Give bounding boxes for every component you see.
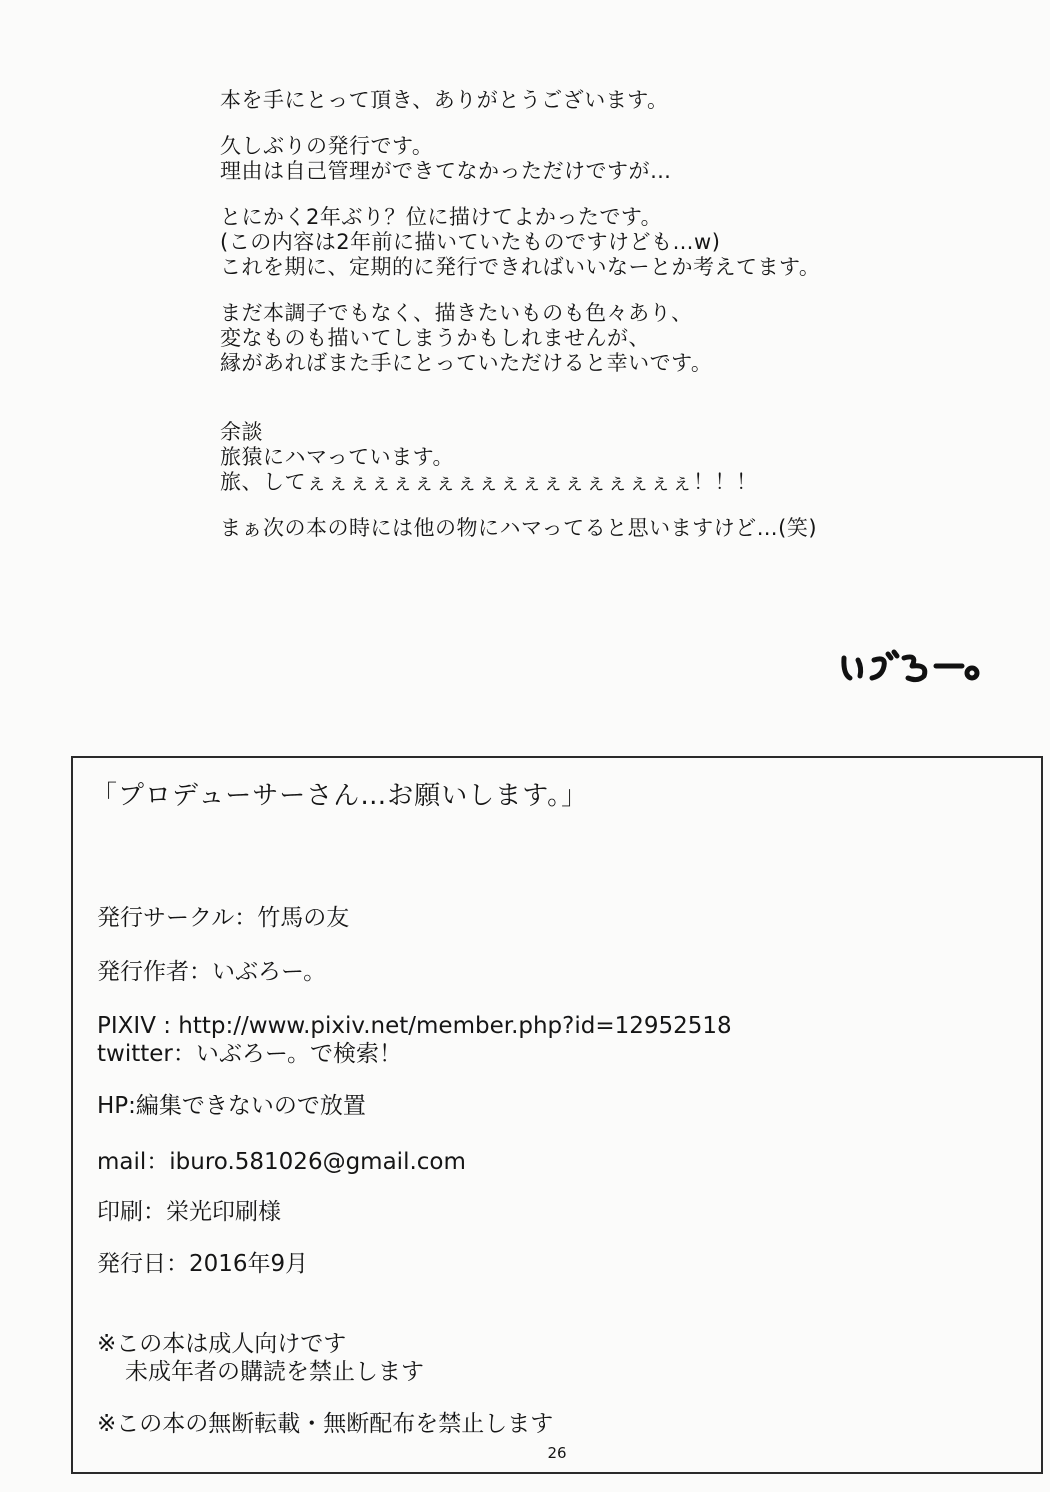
- circle-name: 発行サークル：竹馬の友: [97, 905, 350, 931]
- text-line: 余談: [220, 420, 263, 444]
- text-line: 久しぶりの発行です。: [220, 134, 434, 158]
- handwritten-signature: [838, 640, 998, 690]
- author-name: 発行作者：いぶろー。: [97, 959, 327, 985]
- afterword-message: [220, 88, 980, 541]
- text-line: 縁があればまた手にとっていただけると幸いです。: [220, 351, 713, 375]
- text-line: 変なものも描いてしまうかもしれませんが、: [220, 326, 650, 350]
- colophon-box: [71, 756, 1043, 1474]
- text-line: まぁ次の本の時には他の物にハマってると思いますけど…(笑): [220, 516, 818, 540]
- page-number: 26: [547, 1444, 567, 1462]
- printer-info: 印刷：栄光印刷様: [97, 1199, 281, 1225]
- text-line: 旅猿にハマっています。: [220, 445, 454, 469]
- text-line: これを期に、定期的に発行できればいいなーとか考えてます。: [220, 255, 821, 279]
- text-line: 理由は自己管理ができてなかっただけですが…: [220, 159, 672, 183]
- text-line: 本を手にとって頂き、ありがとうございます。: [220, 88, 669, 112]
- text-line: まだ本調子でもなく、描きたいものも色々あり、: [220, 301, 693, 325]
- text-line: 旅、してぇぇぇぇぇぇぇぇぇぇぇぇぇぇぇぇぇぇ！！！: [220, 470, 758, 494]
- twitter-info: twitter：いぶろー。で検索！: [97, 1041, 402, 1067]
- homepage-info: HP:編集できないので放置: [97, 1093, 366, 1119]
- adult-notice: ※この本は成人向けです: [97, 1331, 347, 1357]
- mail-address: mail：iburo.581026@gmail.com: [97, 1149, 466, 1175]
- text-line: とにかく2年ぶり？位に描けてよかったです。: [220, 205, 663, 229]
- text-line: (この内容は2年前に描いていたものですけども…w): [220, 230, 721, 254]
- minor-prohibition: 未成年者の購読を禁止します: [125, 1359, 424, 1385]
- publish-date: 発行日：2016年9月: [97, 1251, 309, 1277]
- book-title: 「プロデューサーさん…お願いします。」: [91, 781, 589, 811]
- pixiv-link: PIXIV : http://www.pixiv.net/member.php?id=12952518: [97, 1013, 732, 1039]
- copy-notice: ※この本の無断転載・無断配布を禁止します: [97, 1411, 554, 1437]
